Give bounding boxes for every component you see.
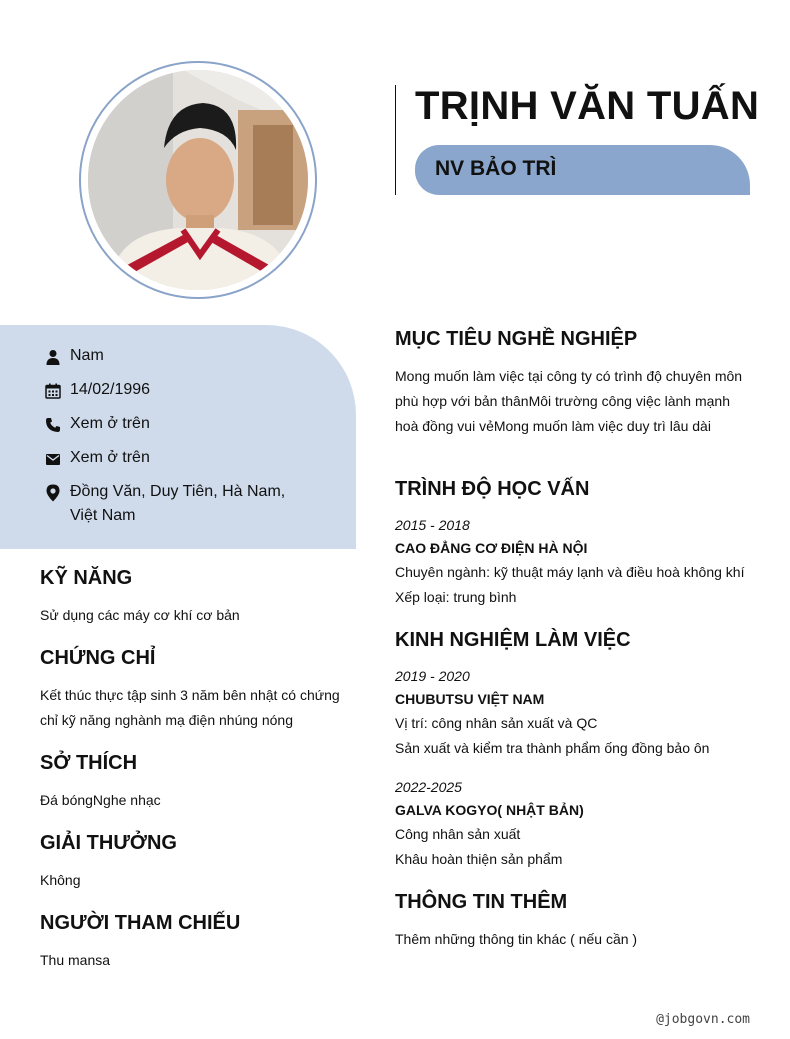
role-badge — [415, 145, 750, 195]
phone-icon — [44, 416, 62, 434]
phone-text: Xem ở trên — [70, 415, 150, 432]
job-company: GALVA KOGYO( NHẬT BẢN) — [395, 802, 584, 818]
objective-text: Mong muốn làm việc tại công ty có trình độ chuyên môn phù hợp với bản thânMôi trường công việc lành mạnh hoà đồng vui vẻMong muốn làm việc duy trì lâu dài — [395, 368, 743, 434]
job-date: 2022-2025 — [395, 779, 462, 795]
job-detail: Vị trí: công nhân sản xuất và QC — [395, 715, 598, 731]
contact-gender — [44, 347, 290, 368]
awards-heading: GIẢI THƯỞNG — [40, 832, 177, 854]
skills-text: Sử dụng các máy cơ khí cơ bản — [40, 607, 240, 623]
references-heading: NGƯỜI THAM CHIẾU — [40, 912, 241, 934]
certificates-heading: CHỨNG CHỈ — [40, 647, 156, 669]
education-heading: TRÌNH ĐỘ HỌC VẤN — [395, 478, 590, 500]
gender-text: Nam — [70, 347, 104, 364]
awards-text: Không — [40, 872, 81, 888]
education-date: 2015 - 2018 — [395, 517, 470, 533]
person-icon — [44, 348, 62, 366]
certificates-text: Kết thúc thực tập sinh 3 năm bên nhật có chứng chỉ kỹ năng nghành mạ điện nhúng nóng — [40, 687, 340, 728]
skills-heading: KỸ NĂNG — [40, 567, 133, 589]
name-divider — [395, 85, 396, 195]
additional-heading: THÔNG TIN THÊM — [395, 891, 568, 913]
job-company: CHUBUTSU VIỆT NAM — [395, 691, 545, 707]
hobbies-heading: SỞ THÍCH — [40, 752, 138, 774]
contact-email — [44, 449, 290, 470]
avatar — [88, 70, 308, 290]
watermark: @jobgovn.com — [656, 1012, 750, 1027]
contact-address — [44, 483, 290, 528]
calendar-icon — [44, 382, 62, 400]
references-text: Thu mansa — [40, 952, 111, 968]
birthday-text: 14/02/1996 — [70, 381, 151, 398]
experience-heading: KINH NGHIỆM LÀM VIỆC — [395, 629, 631, 651]
job-date: 2019 - 2020 — [395, 668, 470, 684]
additional-text: Thêm những thông tin khác ( nếu cần ) — [395, 931, 638, 947]
email-text: Xem ở trên — [70, 449, 150, 466]
education-major: Chuyên ngành: kỹ thuật máy lạnh và điều hoà không khí — [395, 564, 745, 580]
role-label: NV BẢO TRÌ — [435, 157, 557, 180]
job-detail: Khâu hoàn thiện sản phẩm — [395, 851, 563, 867]
mail-icon — [44, 450, 62, 468]
objective-heading: MỤC TIÊU NGHỀ NGHIỆP — [395, 328, 638, 350]
address-text: Đồng Văn, Duy Tiên, Hà Nam, Việt Nam — [70, 483, 286, 524]
education-grade: Xếp loại: trung bình — [395, 589, 517, 605]
hobbies-text: Đá bóngNghe nhạc — [40, 792, 161, 808]
location-pin-icon — [44, 484, 62, 502]
job-detail: Sản xuất và kiểm tra thành phẩm ống đồng bảo ôn — [395, 740, 710, 756]
contact-birthday — [44, 381, 290, 402]
contact-phone — [44, 415, 290, 436]
education-school: CAO ĐẲNG CƠ ĐIỆN HÀ NỘI — [395, 540, 588, 556]
candidate-name: TRỊNH VĂN TUẤN — [415, 84, 760, 128]
job-detail: Công nhân sản xuất — [395, 826, 521, 842]
